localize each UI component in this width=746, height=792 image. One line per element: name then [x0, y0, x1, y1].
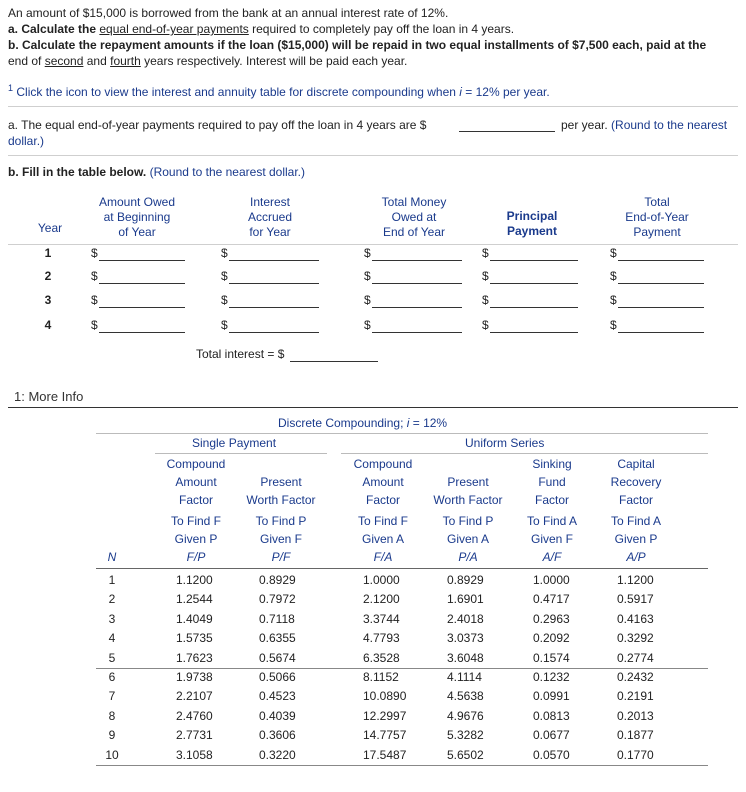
factor-value: 1.2544: [176, 592, 213, 606]
factor-find-label: To Find P: [255, 514, 307, 528]
header-total-payment-3: Payment: [633, 225, 681, 239]
single-payment-divider: [155, 453, 327, 454]
factor-value: 0.4039: [259, 709, 296, 723]
factor-header-line3: Factor: [365, 493, 400, 507]
currency-symbol: $: [610, 293, 617, 307]
factor-value: 4.5638: [447, 689, 484, 703]
currency-symbol: $: [91, 293, 98, 307]
currency-symbol: $: [482, 318, 489, 332]
answer-input-r4-c4[interactable]: [490, 332, 578, 333]
currency-symbol: $: [364, 246, 371, 260]
currency-symbol: $: [364, 293, 371, 307]
factor-value: 3.1058: [176, 748, 213, 762]
part-a-prefix: a. Calculate the: [8, 22, 100, 36]
factor-value: 2.4760: [176, 709, 213, 723]
factor-value: 6.3528: [363, 651, 400, 665]
factor-value: 8.1152: [363, 670, 399, 684]
currency-symbol: $: [364, 318, 371, 332]
footnote-i: i: [459, 85, 462, 99]
factor-value: 1.1200: [617, 573, 654, 587]
fourth-term[interactable]: fourth: [110, 54, 141, 68]
factor-value: 0.4163: [617, 612, 654, 626]
factor-value: 1.9738: [176, 670, 213, 684]
part-a-hint: (Round to the nearest: [611, 118, 728, 132]
factor-value: 10.0890: [363, 689, 407, 703]
header-total-payment-1: Total: [644, 195, 670, 209]
header-principal-2: Payment: [506, 224, 558, 238]
factor-header-line1: Capital: [617, 457, 655, 471]
part-a-question: a. The equal end-of-year payments required to pay off the loan in 4 years are $: [8, 118, 427, 132]
header-year: Year: [37, 221, 63, 235]
factor-symbol: F/A: [373, 550, 393, 564]
factor-header-line2: Present: [447, 475, 489, 489]
factor-header-line3: Factor: [178, 493, 213, 507]
factor-title-divider: [96, 433, 708, 434]
answer-input-r3-c4[interactable]: [490, 307, 578, 308]
year-1: 1: [44, 246, 52, 260]
factor-header-line2: Recovery: [610, 475, 662, 489]
problem-line-1: An amount of $15,000 is borrowed from the bank at an annual interest rate of 12%.: [8, 6, 449, 20]
header-total-money: [362, 195, 466, 240]
header-principal: [482, 209, 582, 239]
factor-header-line2: Fund: [538, 475, 566, 489]
factor-n-6: 6: [108, 670, 116, 684]
factor-given-label: Given F: [530, 532, 573, 546]
header-total-money-3: End of Year: [382, 225, 446, 239]
factor-value: 12.2997: [363, 709, 407, 723]
factor-value: 0.4523: [259, 689, 296, 703]
answer-input-r1-c4[interactable]: [490, 260, 578, 261]
part-b-label: b. Calculate the repayment amounts if the loan ($15,000) will be repaid in two equal installments of $7,500 each, paid at the: [8, 38, 707, 52]
part-a-unit-text: per year.: [561, 118, 608, 132]
factor-given-label: Given A: [446, 532, 490, 546]
part-b-hint: (Round to the nearest dollar.): [149, 165, 306, 179]
currency-symbol: $: [91, 318, 98, 332]
footnote-rate: = 12% per year.: [461, 85, 550, 99]
factor-n-7: 7: [108, 689, 116, 703]
equal-payments-term[interactable]: equal end-of-year payments: [99, 22, 249, 36]
factor-value: 4.1114: [447, 670, 482, 684]
factor-value: 0.2774: [617, 651, 654, 665]
answer-input-r1-c3[interactable]: [372, 260, 462, 261]
header-principal-1: Principal: [506, 209, 558, 223]
answer-input-r4-c1[interactable]: [99, 332, 185, 333]
part-b-line2-suffix: years respectively. Interest will be paid each year.: [140, 54, 408, 68]
factor-n-9: 9: [108, 728, 116, 742]
single-payment-header: Single Payment: [192, 436, 277, 450]
currency-symbol: $: [221, 293, 228, 307]
factor-value: 14.7757: [363, 728, 407, 742]
factor-value: 0.0813: [533, 709, 570, 723]
answer-input-r1-c2[interactable]: [229, 260, 319, 261]
currency-symbol: $: [610, 269, 617, 283]
factor-value: 0.0991: [533, 689, 570, 703]
factor-value: 3.3744: [363, 612, 400, 626]
factor-group-divider: [96, 765, 708, 766]
currency-symbol: $: [221, 318, 228, 332]
second-term[interactable]: second: [44, 54, 84, 68]
header-amount-owed-3: of Year: [118, 225, 156, 239]
factor-value: 1.7623: [176, 651, 213, 665]
part-a-hint-line2: dollar.): [8, 134, 45, 148]
more-info-title: 1: More Info: [14, 389, 84, 404]
part-a-answer-input[interactable]: [459, 131, 555, 132]
factor-symbol: F/P: [186, 550, 206, 564]
factor-value: 0.2092: [533, 631, 570, 645]
factor-find-label: To Find A: [610, 514, 662, 528]
answer-input-r2-c4[interactable]: [490, 283, 578, 284]
factor-symbol: A/P: [626, 550, 646, 564]
factor-value: 0.1770: [617, 748, 654, 762]
factor-find-label: To Find A: [526, 514, 578, 528]
factor-header-line1: Sinking: [532, 457, 572, 471]
divider-2: [8, 155, 738, 156]
factor-value: 3.6048: [447, 651, 484, 665]
compounding-title-rate: = 12%: [409, 416, 448, 430]
factor-header-line2: Present: [260, 475, 302, 489]
header-amount-owed: [85, 195, 189, 240]
factor-value: 0.3606: [259, 728, 296, 742]
total-interest-label: Total interest = $: [196, 347, 285, 361]
factor-value: 0.3220: [259, 748, 296, 762]
factor-n-5: 5: [108, 651, 116, 665]
currency-symbol: $: [221, 246, 228, 260]
uniform-series-divider: [341, 453, 708, 454]
part-a-unit: [561, 118, 727, 132]
uniform-series-header: Uniform Series: [465, 436, 545, 450]
factor-value: 1.4049: [176, 612, 213, 626]
factor-value: 2.2107: [176, 689, 213, 703]
total-interest-input[interactable]: [290, 361, 378, 362]
currency-symbol: $: [364, 269, 371, 283]
table-header-divider: [8, 244, 738, 245]
factor-symbol: A/F: [542, 550, 562, 564]
footnote-text[interactable]: Click the icon to view the interest and annuity table for discrete compounding when: [16, 85, 460, 99]
factor-n-header: N: [107, 550, 117, 564]
factor-header-line3: Factor: [534, 493, 569, 507]
factor-value: 1.0000: [533, 573, 570, 587]
answer-input-r2-c5[interactable]: [618, 283, 704, 284]
factor-symbol: P/F: [271, 550, 291, 564]
part-b-and: and: [83, 54, 111, 68]
factor-n-1: 1: [108, 573, 116, 587]
factor-header-line2: Amount: [175, 475, 217, 489]
compounding-title-text: Discrete Compounding;: [278, 416, 407, 430]
year-2: 2: [44, 269, 52, 283]
factor-value: 0.0677: [533, 728, 570, 742]
header-total-money-1: Total Money: [381, 195, 447, 209]
currency-symbol: $: [610, 318, 617, 332]
year-4: 4: [44, 318, 52, 332]
factor-n-3: 3: [108, 612, 116, 626]
header-total-money-2: Owed at: [391, 210, 437, 224]
factor-n-2: 2: [108, 592, 116, 606]
factor-value: 0.8929: [259, 573, 296, 587]
answer-input-r4-c3[interactable]: [372, 332, 462, 333]
factor-value: 1.1200: [176, 573, 213, 587]
factor-value: 0.0570: [533, 748, 570, 762]
factor-header-line1: Compound: [166, 457, 226, 471]
factor-find-label: To Find F: [170, 514, 221, 528]
factor-value: 17.5487: [363, 748, 407, 762]
factor-value: 0.1574: [533, 651, 570, 665]
answer-input-r2-c1[interactable]: [99, 283, 185, 284]
factor-given-label: Given F: [259, 532, 302, 546]
part-b-line2-prefix: end of: [8, 54, 45, 68]
currency-symbol: $: [221, 269, 228, 283]
factor-value: 0.4717: [533, 592, 570, 606]
factor-value: 0.2432: [617, 670, 654, 684]
factor-value: 2.4018: [447, 612, 484, 626]
factor-value: 0.2013: [617, 709, 654, 723]
header-amount-owed-1: Amount Owed: [98, 195, 176, 209]
factor-value: 0.5674: [259, 651, 296, 665]
factor-value: 0.7972: [259, 592, 296, 606]
currency-symbol: $: [482, 246, 489, 260]
answer-input-r2-c3[interactable]: [372, 283, 462, 284]
factor-find-label: To Find P: [442, 514, 494, 528]
currency-symbol: $: [610, 246, 617, 260]
answer-input-r3-c2[interactable]: [229, 307, 319, 308]
factor-header-line2: Amount: [362, 475, 404, 489]
answer-input-r1-c1[interactable]: [99, 260, 185, 261]
factor-value: 0.1232: [533, 670, 570, 684]
header-amount-owed-2: at Beginning: [103, 210, 171, 224]
divider-1: [8, 106, 738, 107]
compounding-title-i: i: [406, 416, 410, 430]
header-interest: [220, 195, 320, 240]
factor-value: 0.5917: [617, 592, 654, 606]
answer-input-r3-c3[interactable]: [372, 307, 462, 308]
factor-value: 2.7731: [176, 728, 213, 742]
factor-n-4: 4: [108, 631, 116, 645]
factor-value: 1.6901: [447, 592, 484, 606]
problem-part-b-line2: [8, 54, 407, 68]
factor-value: 2.1200: [363, 592, 400, 606]
header-interest-2: Accrued: [247, 210, 293, 224]
part-a-suffix: required to completely pay off the loan in 4 years.: [248, 22, 515, 36]
part-b-text: b. Fill in the table below.: [8, 165, 147, 179]
header-total-payment-2: End-of-Year: [625, 210, 689, 224]
more-info-divider: [8, 407, 738, 408]
factor-n-10: 10: [105, 748, 119, 762]
factor-value: 4.7793: [363, 631, 400, 645]
factor-header-line1: Compound: [353, 457, 413, 471]
problem-part-a: [8, 22, 514, 36]
factor-header-line3: Factor: [618, 493, 653, 507]
factor-given-label: Given A: [361, 532, 405, 546]
answer-input-r2-c2[interactable]: [229, 283, 319, 284]
factor-value: 1.0000: [363, 573, 400, 587]
header-total-payment: [607, 195, 707, 240]
factor-find-label: To Find F: [357, 514, 408, 528]
currency-symbol: $: [91, 269, 98, 283]
footnote-marker[interactable]: 1: [8, 83, 14, 93]
factor-header-line3: Worth Factor: [246, 493, 316, 507]
header-interest-3: for Year: [249, 225, 291, 239]
answer-input-r4-c5[interactable]: [618, 332, 704, 333]
factor-value: 0.1877: [617, 728, 654, 742]
header-interest-1: Interest: [249, 195, 291, 209]
factor-n-8: 8: [108, 709, 116, 723]
factor-value: 0.5066: [259, 670, 296, 684]
factor-given-label: Given P: [614, 532, 658, 546]
factor-value: 0.7118: [259, 612, 295, 626]
answer-input-r3-c5[interactable]: [618, 307, 704, 308]
factor-value: 1.5735: [176, 631, 213, 645]
answer-input-r4-c2[interactable]: [229, 332, 319, 333]
year-3: 3: [44, 293, 52, 307]
currency-symbol: $: [482, 269, 489, 283]
part-b-question: [8, 165, 305, 179]
factor-symbol: P/A: [458, 550, 478, 564]
factor-value: 0.3292: [617, 631, 654, 645]
factor-value: 3.0373: [447, 631, 484, 645]
footnote-link[interactable]: [8, 83, 550, 99]
factor-value: 0.6355: [259, 631, 296, 645]
factor-value: 5.3282: [447, 728, 484, 742]
factor-value: 0.2191: [617, 689, 654, 703]
factor-given-label: Given P: [174, 532, 218, 546]
factor-value: 5.6502: [447, 748, 484, 762]
factor-group-divider: [96, 668, 708, 669]
factor-value: 0.8929: [447, 573, 484, 587]
factor-value: 0.2963: [533, 612, 570, 626]
factor-header-line3: Worth Factor: [433, 493, 503, 507]
currency-symbol: $: [91, 246, 98, 260]
currency-symbol: $: [482, 293, 489, 307]
factor-header-divider: [96, 568, 708, 569]
factor-value: 4.9676: [447, 709, 484, 723]
compounding-table-title: [278, 416, 447, 430]
answer-input-r1-c5[interactable]: [618, 260, 704, 261]
answer-input-r3-c1[interactable]: [99, 307, 185, 308]
problem-part-b-line1: [8, 38, 706, 52]
